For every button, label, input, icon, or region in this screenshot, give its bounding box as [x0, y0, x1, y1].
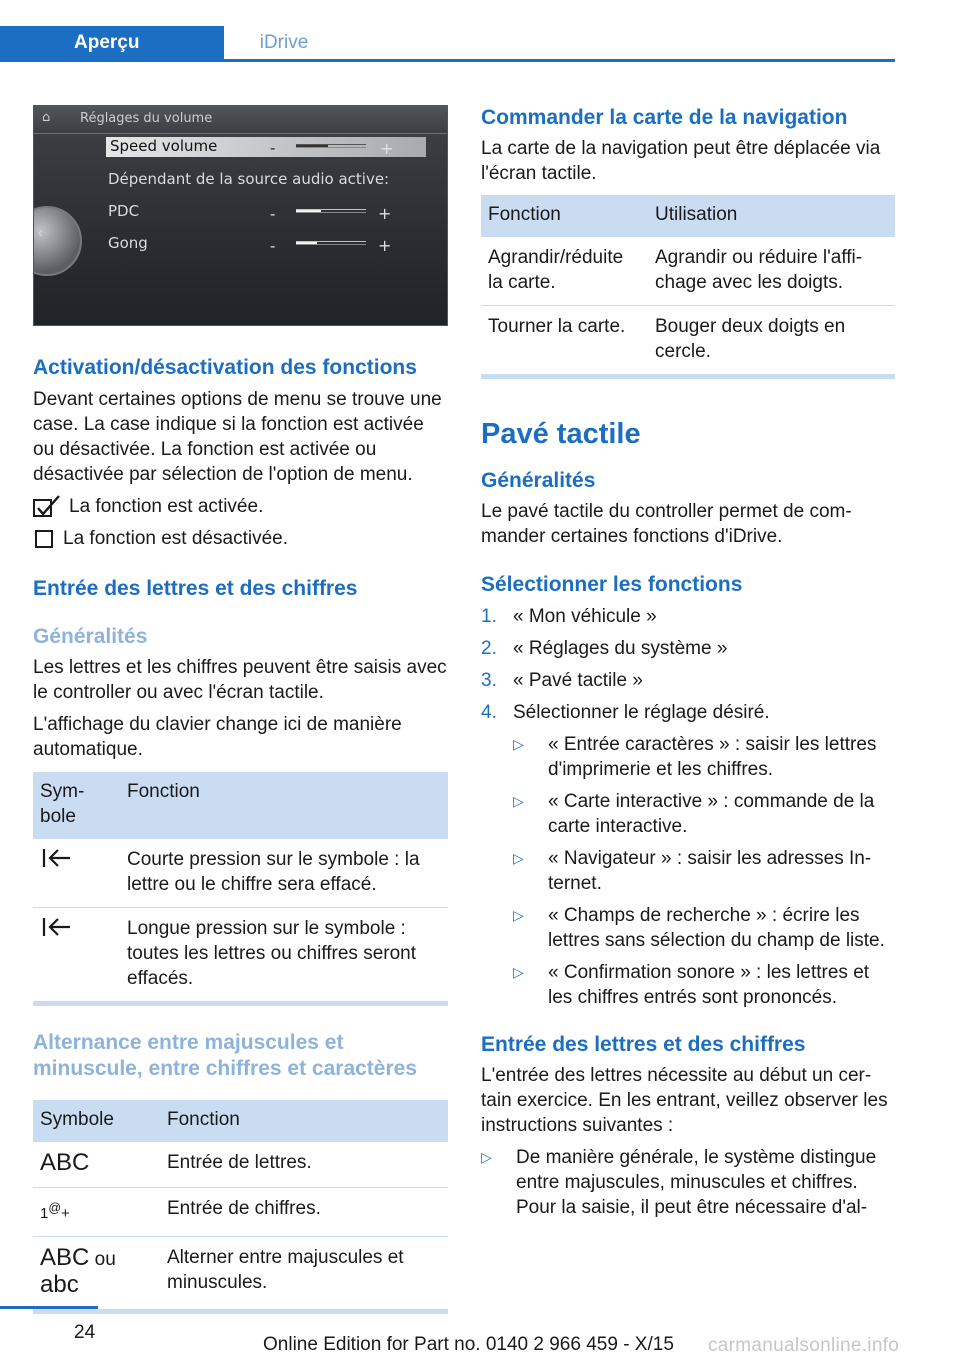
screenshot-header	[34, 106, 447, 134]
table-header-function: Fonction	[481, 195, 648, 237]
activation-heading: Activation/désactivation des fonctions	[33, 356, 417, 379]
right-column	[481, 105, 895, 1220]
activation-text: Devant certaines options de menu se trouve une case. La case indique si la fonction est activée ou désactivée. La fonction est activée ou désactivée par sélection de l'option de menu.	[33, 389, 442, 485]
screenshot-row-pdc: PDC	[108, 202, 140, 220]
chevron-left-icon: ‹	[37, 223, 44, 242]
entry-heading: Entrée des lettres et des chiffres	[33, 577, 358, 600]
tab-apercu[interactable]: Aperçu	[0, 26, 224, 59]
uppercase-abc-icon: ABC	[40, 1244, 90, 1271]
table-header-symbol: Symbole	[33, 1100, 160, 1142]
step-number: 1.	[481, 606, 497, 627]
table-header-function: Fonction	[160, 1100, 448, 1142]
table-row	[33, 1142, 448, 1188]
home-icon: ⌂	[42, 110, 51, 125]
speed-volume-slider-fill	[296, 145, 328, 147]
list-item	[513, 732, 895, 782]
step-text: Sélectionner le réglage désiré.	[513, 702, 770, 723]
screenshot-row-gong: Gong	[108, 234, 148, 252]
checked-box-icon	[33, 495, 61, 519]
table-header-function: Fonction	[120, 772, 448, 839]
screenshot-row-source: Dépendant de la source audio active:	[108, 170, 390, 188]
table-header-usage: Utilisation	[648, 195, 895, 237]
table-cell-function: Courte pression sur le symbole : la lettre ou le chiffre sera effacé.	[120, 839, 448, 908]
table-cell-usage: Bouger deux doigts en cercle.	[655, 316, 846, 362]
setting-text: « Entrée caractères » : saisir les lettres d'imprimerie et les chiffres.	[548, 734, 877, 780]
steps-list	[481, 604, 895, 725]
speed-volume-slider	[296, 144, 366, 148]
deactivated-line	[33, 526, 448, 551]
list-item	[481, 700, 895, 725]
table-cell-function: Agrandir/réduite la carte.	[481, 237, 648, 306]
setting-text: « Champs de recherche » : écrire les lettres sans sélection du champ de liste.	[548, 905, 885, 951]
triangle-bullet-icon: ▷	[513, 736, 524, 752]
backspace-icon	[40, 916, 78, 938]
table-row	[33, 1237, 448, 1310]
numbers-symbol-plus: +	[61, 1205, 70, 1222]
edition-text: Online Edition for Part no. 0140 2 966 459 - X/15	[263, 1334, 674, 1355]
triangle-bullet-icon: ▷	[513, 793, 524, 809]
general-text-2: L'affichage du clavier change ici de manière automatique.	[33, 714, 402, 760]
nav-heading: Commander la carte de la navigation	[481, 106, 848, 129]
step-text: « Pavé tactile »	[513, 670, 643, 691]
page-number: 24	[74, 1322, 96, 1343]
case-symbol-table	[33, 1100, 448, 1314]
screenshot-row-speed-volume	[106, 137, 426, 157]
table-row	[33, 908, 448, 1002]
tab-idrive[interactable]: iDrive	[259, 32, 309, 53]
navigation-table	[481, 195, 895, 379]
plus-icon: +	[378, 236, 392, 255]
footer-divider	[0, 1306, 98, 1309]
table-cell-function: Entrée de lettres.	[160, 1142, 448, 1188]
activated-text: La fonction est activée.	[69, 496, 264, 517]
touchpad-heading: Pavé tactile	[481, 418, 641, 450]
table-cell-function: Longue pression sur le symbole : toutes les lettres ou chiffres seront effacés.	[127, 918, 417, 989]
table-cell-symbol	[33, 839, 120, 908]
nav-text: La carte de la navigation peut être déplacée via l'écran tactile.	[481, 138, 881, 184]
list-item	[513, 960, 895, 1010]
table-cell-function: Entrée de chiffres.	[160, 1188, 448, 1237]
idrive-volume-screenshot	[33, 105, 448, 326]
header-tabs	[0, 26, 895, 62]
table-cell-symbol	[33, 1142, 160, 1188]
general-text-1: Les lettres et les chiffres peuvent être saisis avec le controller ou avec l'écran tactile.	[33, 657, 447, 703]
list-item	[513, 789, 895, 839]
touchpad-general-heading: Généralités	[481, 469, 596, 492]
or-text: ou	[94, 1249, 116, 1270]
deactivated-text: La fonction est désactivée.	[63, 528, 288, 549]
touchpad-general-text: Le pavé tactile du controller permet de com-mander certaines fonctions d'iDrive.	[481, 501, 852, 547]
backspace-icon	[40, 847, 78, 869]
pdc-slider	[296, 209, 366, 213]
settings-list	[481, 732, 895, 1010]
numbers-symbol-at: @	[48, 1201, 62, 1215]
table-row	[481, 237, 895, 306]
triangle-bullet-icon: ▷	[513, 907, 524, 923]
table-cell-usage: Agrandir ou réduire l'affi-chage avec les doigts.	[648, 237, 895, 306]
table-cell-function: Alterner entre majuscules et minuscules.	[167, 1247, 404, 1293]
setting-text: « Confirmation sonore » : les lettres et les chiffres entrés sont prononcés.	[548, 962, 870, 1008]
table-cell-symbol	[33, 1188, 160, 1237]
table-cell-symbol	[33, 908, 120, 1002]
gong-slider-fill	[296, 242, 317, 244]
alternance-heading: Alternance entre majuscules et minuscule, entre chiffres et caractères	[33, 1031, 418, 1080]
step-text: « Mon véhicule »	[513, 606, 657, 627]
table-cell-function: Tourner la carte.	[488, 316, 626, 337]
step-number: 2.	[481, 638, 497, 659]
table-row	[33, 839, 448, 908]
uppercase-abc-icon: ABC	[40, 1149, 90, 1176]
table-row	[33, 1188, 448, 1237]
screenshot-row-label: Speed volume	[110, 137, 218, 155]
table-header-symbol: Sym-bole	[33, 772, 120, 839]
delete-symbol-table	[33, 772, 448, 1006]
plus-icon: +	[380, 139, 394, 158]
setting-text: « Carte interactive » : commande de la carte interactive.	[548, 791, 875, 837]
triangle-bullet-icon: ▷	[481, 1149, 492, 1165]
minus-icon: -	[270, 139, 276, 157]
numbers-symbol-digit: 1	[40, 1205, 49, 1222]
list-item	[481, 604, 895, 629]
table-row	[481, 306, 895, 375]
step-text: « Réglages du système »	[513, 638, 728, 659]
numbers-symbols-icon	[40, 1201, 70, 1222]
minus-icon: -	[270, 205, 276, 223]
left-column	[33, 105, 448, 1314]
step-number: 4.	[481, 702, 497, 723]
plus-icon: +	[378, 204, 392, 223]
triangle-bullet-icon: ▷	[513, 850, 524, 866]
triangle-bullet-icon: ▷	[513, 964, 524, 980]
watermark: carmanualsonline.info	[708, 1335, 900, 1356]
setting-text: « Navigateur » : saisir les adresses In-ternet.	[548, 848, 872, 894]
list-item	[513, 846, 895, 896]
step-number: 3.	[481, 670, 497, 691]
general-heading: Généralités	[33, 625, 148, 648]
minus-icon: -	[270, 237, 276, 255]
list-item	[481, 636, 895, 661]
lowercase-abc-icon: abc	[40, 1271, 79, 1298]
list-item	[481, 668, 895, 693]
screenshot-title: Réglages du volume	[80, 111, 213, 126]
right-entry-heading: Entrée des lettres et des chiffres	[481, 1033, 806, 1056]
entry-bullet-text: De manière générale, le système distingue entre majuscules, minuscules et chiffres. Pour la saisie, il peut être nécessaire d'al-	[516, 1147, 877, 1218]
select-functions-heading: Sélectionner les fonctions	[481, 573, 743, 596]
table-cell-symbol	[33, 1237, 160, 1310]
list-item	[513, 903, 895, 953]
right-entry-text: L'entrée des lettres nécessite au début un cer-tain exercice. En les entrant, veillez observer les instructions suivantes :	[481, 1065, 888, 1136]
unchecked-box-icon	[35, 530, 53, 548]
gong-slider	[296, 241, 366, 245]
list-item	[481, 1145, 895, 1220]
pdc-slider-fill	[296, 210, 321, 212]
activated-line	[33, 494, 448, 519]
